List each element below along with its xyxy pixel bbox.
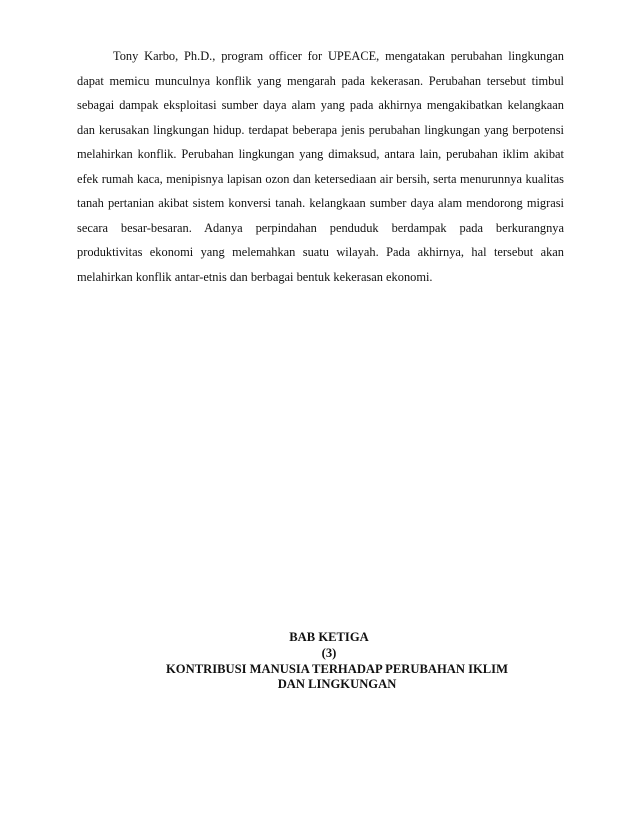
body-paragraph — [77, 44, 564, 289]
paragraph-line: melahirkan konflik antar-etnis dan berbagai bentuk kekerasan ekonomi. — [77, 269, 433, 284]
paragraph-line: sebagai dampak eksploitasi sumber daya alam yang pada akhirnya mengakibatkan kelangkaan — [77, 98, 564, 112]
chapter-title-line1: KONTRIBUSI MANUSIA TERHADAP PERUBAHAN IKLIM — [166, 662, 508, 676]
paragraph-line: produktivitas ekonomi yang melemahkan suatu wilayah. Pada akhirnya, hal tersebut akan — [77, 245, 564, 259]
paragraph-line: secara besar-besaran. Adanya perpindahan penduduk berdampak pada berkurangnya — [77, 220, 564, 235]
paragraph-line: melahirkan konflik. Perubahan lingkungan yang dimaksud, antara lain, perubahan iklim akibat — [77, 147, 564, 161]
paragraph-line: efek rumah kaca, menipisnya lapisan ozon dan ketersediaan air bersih, serta menurunnya kualitas — [77, 171, 564, 186]
paragraph-line: Tony Karbo, Ph.D., program officer for UPEACE, mengatakan perubahan lingkungan — [113, 49, 564, 63]
chapter-number: (3) — [321, 646, 337, 660]
paragraph-line: dapat memicu munculnya konflik yang mengarah pada kekerasan. Perubahan tersebut timbul — [77, 73, 564, 88]
paragraph-line: dan kerusakan lingkungan hidup. terdapat beberapa jenis perubahan lingkungan yang berpotensi — [77, 122, 564, 137]
chapter-label: BAB KETIGA — [289, 630, 369, 644]
chapter-title-line2: DAN LINGKUNGAN — [277, 677, 397, 691]
paragraph-line: tanah pertanian akibat sistem konversi tanah. kelangkaan sumber daya alam mendorong migrasi — [77, 196, 564, 210]
